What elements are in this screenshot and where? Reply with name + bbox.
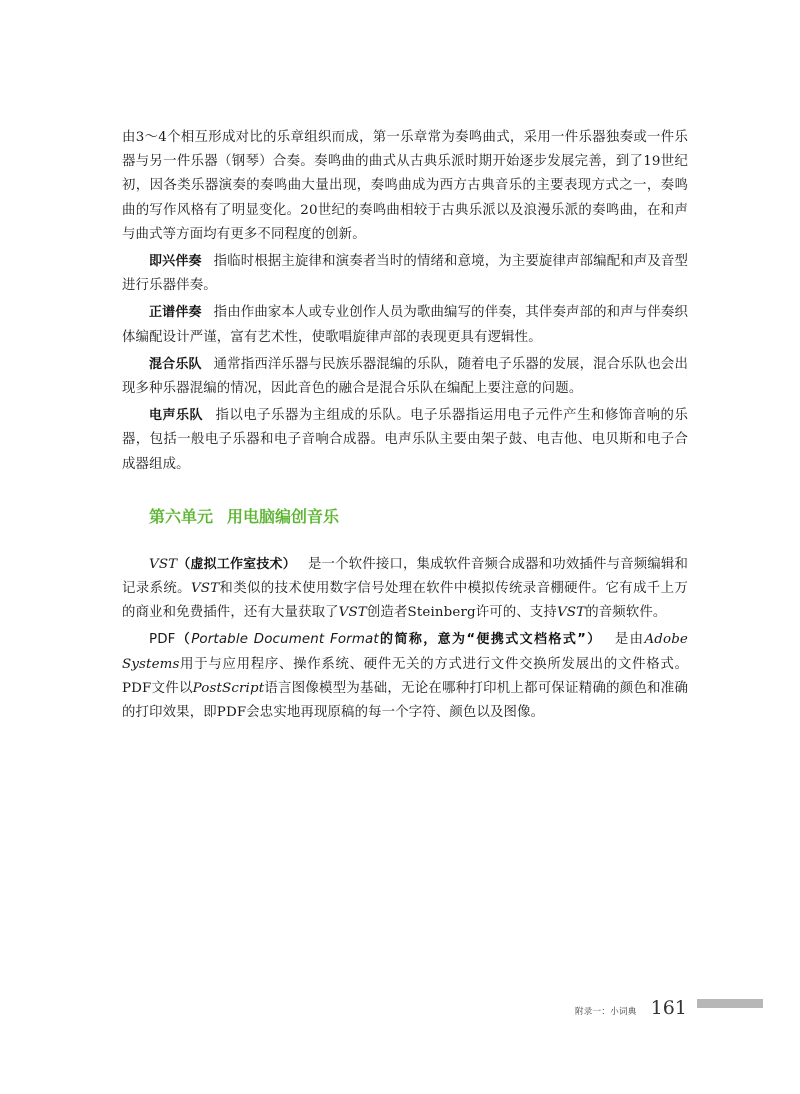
section-title <box>122 505 688 529</box>
term-definition: 指由作曲家本人或专业创作人员为歌曲编写的伴奏，其伴奏声部的和声与伴奏织体编配设计严谨，富有艺术性，使歌唱旋律声部的表现更具有逻辑性。 <box>122 305 688 345</box>
term-definition: 指以电子乐器为主组成的乐队。电子乐器指运用电子元件产生和修饰音响的乐器，包括一般电子乐器和电子音响合成器。电声乐队主要由架子鼓、电吉他、电贝斯和电子合成器组成。 <box>122 408 688 472</box>
term-heading: 混合乐队 <box>149 356 202 372</box>
term-entry-pdf <box>122 628 688 725</box>
vst-abbr: VST <box>149 556 178 572</box>
vst-full-name: 虚拟工作室技术 <box>190 556 283 572</box>
vst-abbr-3: VST <box>338 605 367 621</box>
pdf-paren-close: ） <box>585 632 602 648</box>
term-definition: 通常指西洋乐器与民族乐器混编的乐队，随着电子乐器的发展，混合乐队也会出现多种乐器混编的情况，因此音色的融合是混合乐队在编配上要注意的问题。 <box>122 356 688 397</box>
pdf-lang: PostScript <box>192 680 265 696</box>
pdf-text-3: 语言图像模型为基础，无论在哪种打印机上都可保证精确的颜色和准确的打印效果，即PDF会忠实地再现原稿的每一个字符、颜色以及图像。 <box>122 680 689 721</box>
term-entry-mixed-band <box>122 353 688 401</box>
section-unit: 第六单元 <box>149 506 214 526</box>
vst-abbr-4: VST <box>556 605 586 621</box>
footer-bar <box>697 999 763 1008</box>
page-number: 161 <box>650 997 687 1019</box>
pdf-abbr: PDF <box>149 632 176 648</box>
vst-abbr-2: VST <box>190 581 220 597</box>
pdf-paren-open: （ <box>175 632 192 648</box>
term-entry-score-accompaniment <box>122 301 688 349</box>
page-content <box>122 126 688 725</box>
pdf-full-cn: 的简称，意为“便携式文档格式” <box>378 632 586 648</box>
term-entry-vst <box>122 553 688 626</box>
pdf-full-en: Portable Document Format <box>191 632 379 648</box>
term-heading: 正谱伴奏 <box>149 305 202 321</box>
footer-label: 附录一：小词典 <box>575 1007 637 1017</box>
vst-text-3: 创造者Steinberg许可的、支持 <box>366 605 557 621</box>
vst-paren-close: ） <box>282 556 296 572</box>
pdf-text-2: 用于与应用程序、操作系统、硬件无关的方式进行文件交换所发展出的文件格式。PDF文件以 <box>122 656 688 696</box>
term-entry-improvised-accompaniment <box>122 250 688 298</box>
sonata-continuation-paragraph: 由3～4个相互形成对比的乐章组织而成，第一乐章常为奏鸣曲式，采用一件乐器独奏或一件乐器与另一件乐器（钢琴）合奏。奏鸣曲的曲式从古典乐派时期开始逐步发展完善，到了19世纪初，因各类乐器演奏的奏鸣曲大量出现，奏鸣曲成为西方古典音乐的主要表现方式之一，奏鸣曲的写作风格有了明显变化。20世纪的奏鸣曲相较于古典乐派以及浪漫乐派的奏鸣曲，在和声与曲式等方面均有更多不同程度的创新。 <box>122 130 688 242</box>
vst-text-1: 是一个软件接口，集成软件音频合成器和功效插件与音频编辑和记录系统。 <box>122 556 688 597</box>
term-entry-electric-band <box>122 404 688 477</box>
section-heading: 用电脑编创音乐 <box>227 506 340 526</box>
pdf-company: Adobe Systems <box>122 632 688 672</box>
vst-text-2: 和类似的技术使用数字信号处理在软件中模拟传统录音棚硬件。它有成千上万的商业和免费插件，还有大量获取了 <box>122 581 688 621</box>
pdf-text-1: 是由 <box>613 632 645 648</box>
vst-text-4: 的音频软件。 <box>585 605 667 621</box>
term-heading: 即兴伴奏 <box>149 254 202 270</box>
term-definition: 指临时根据主旋律和演奏者当时的情绪和意境，为主要旋律声部编配和声及音型进行乐器伴奏。 <box>122 254 688 294</box>
page-footer <box>575 997 687 1023</box>
vst-paren-open: （ <box>177 556 191 572</box>
term-heading: 电声乐队 <box>149 408 204 424</box>
